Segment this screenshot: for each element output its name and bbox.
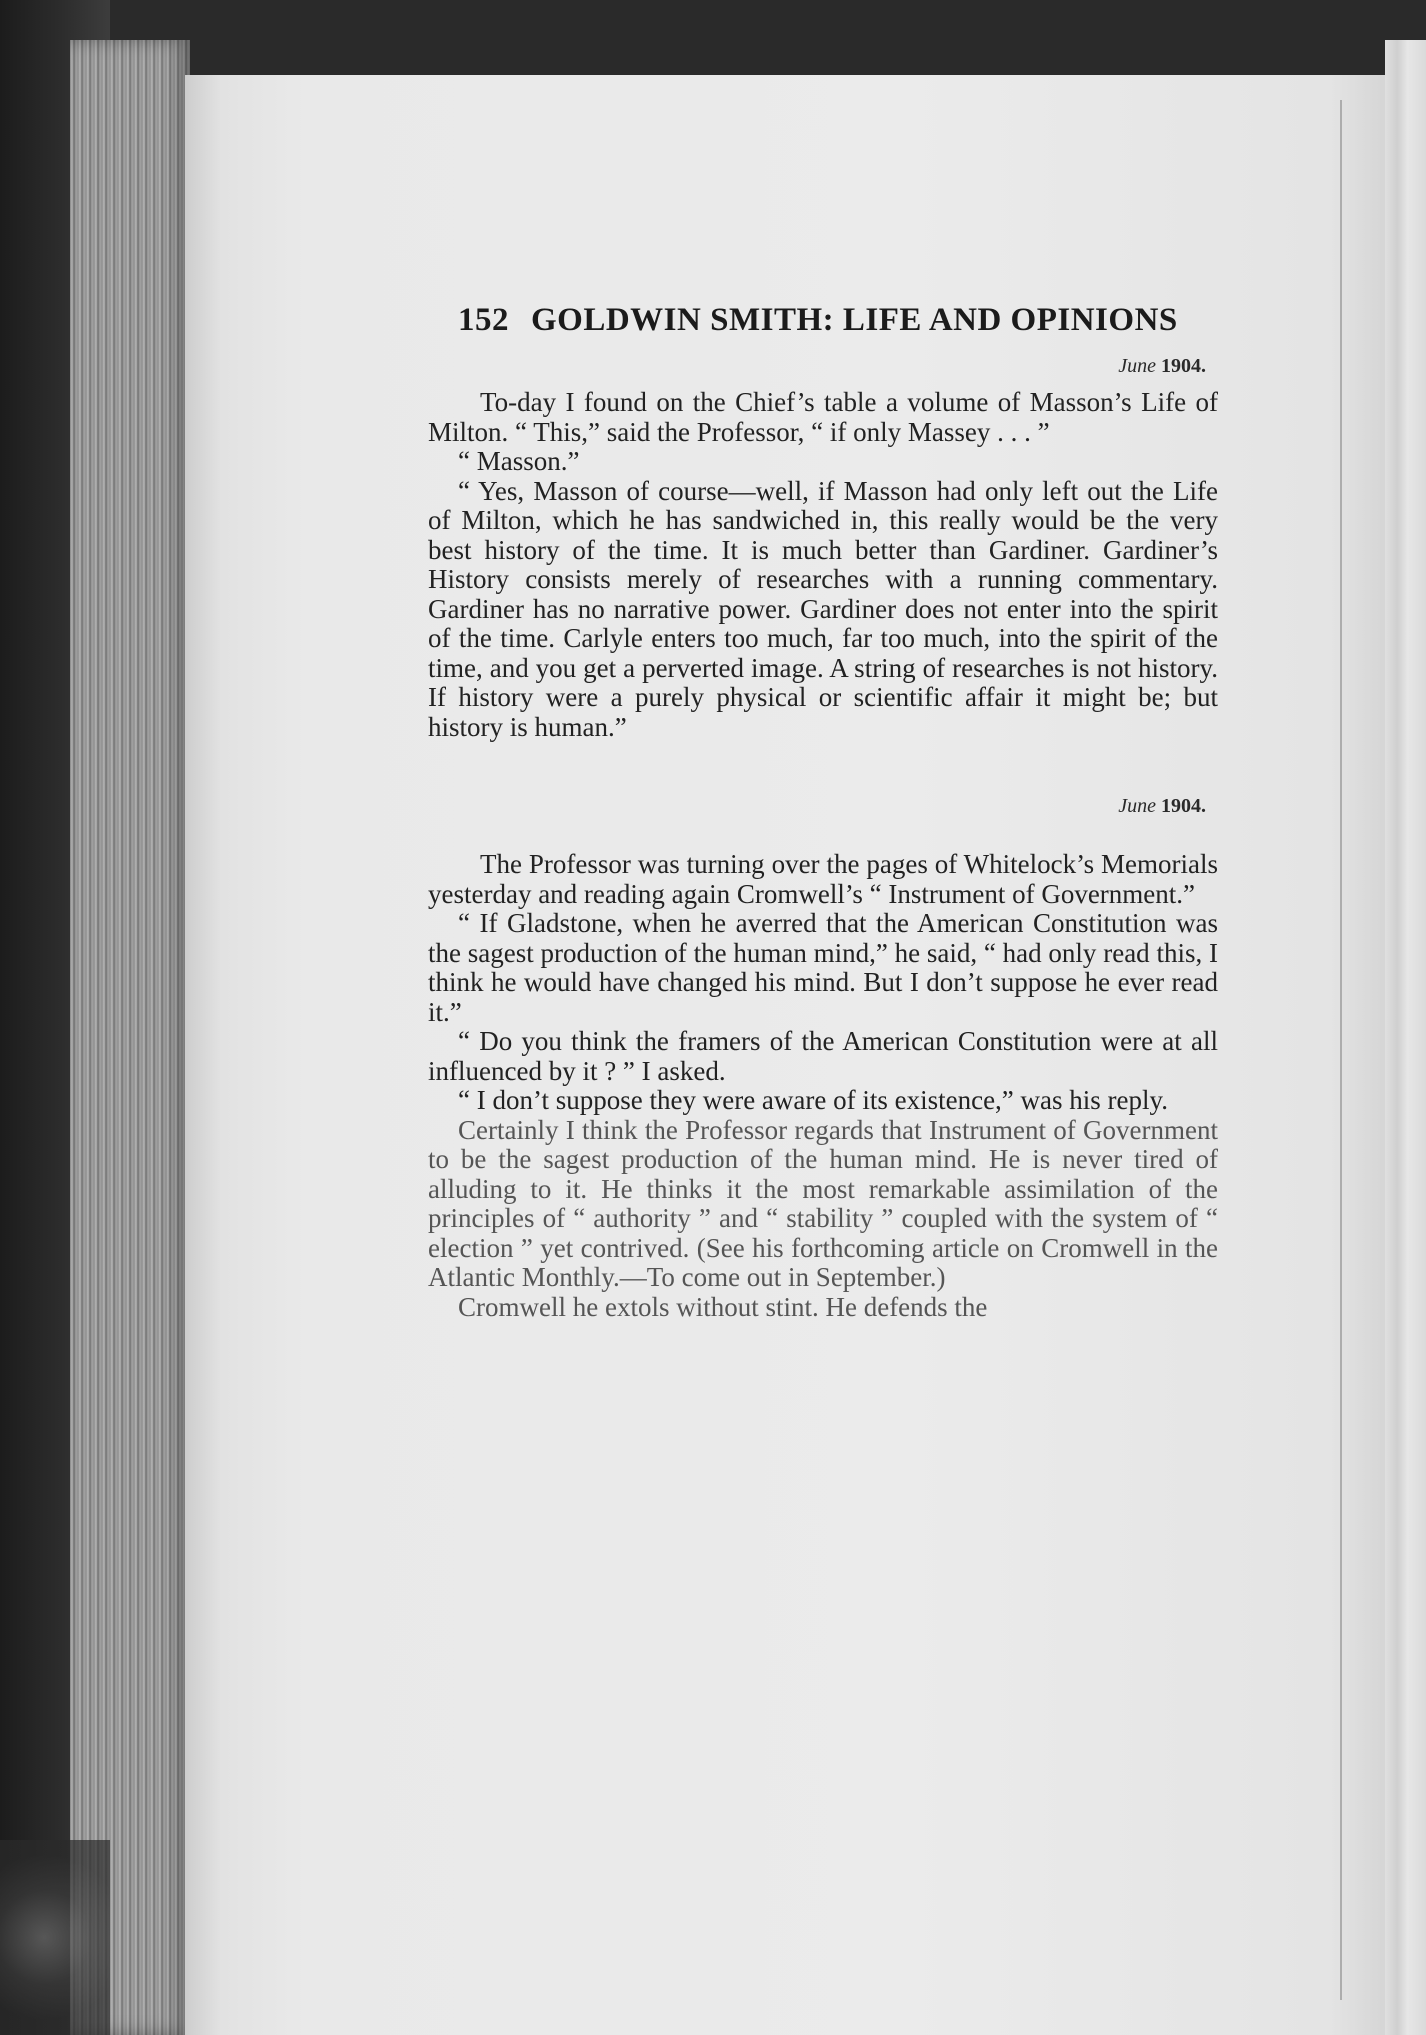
- paragraph: “ If Gladstone, when he averred that the American Constitution was the sagest production of the human mind,” he said, “ had only read this, I think he would have changed his mind. But I don’t suppose he ever read it.”: [428, 908, 1218, 1027]
- page-number: 152: [458, 302, 509, 338]
- section-gap: [428, 742, 1218, 792]
- facing-page-edge: [1385, 40, 1426, 2035]
- entry-date: [428, 352, 1206, 380]
- page-edges: [70, 40, 190, 2035]
- gutter-shadow-line: [1340, 100, 1342, 2000]
- entry-date-year: 1904.: [1161, 795, 1206, 817]
- page-text: [428, 300, 1218, 1322]
- running-header: [458, 300, 1238, 340]
- entry-date-year: 1904.: [1161, 355, 1206, 377]
- entry-date-month: June: [1118, 355, 1156, 377]
- paragraph: Certainly I think the Professor regards that Instrument of Government to be the sagest production of the human mind. He is never tired of alluding to it. He thinks it the most remarkable assimilation of the principles of “ authority ” and “ stability ” coupled with the system of “ election ” yet contrived. (See his forthcoming article on Cromwell in the Atlantic Monthly.—To come out in September.): [428, 1114, 1218, 1292]
- entry-date-month: June: [1118, 795, 1156, 817]
- corner-scuff: [0, 1840, 110, 2035]
- paragraph: Cromwell he extols without stint. He defends the: [458, 1291, 988, 1322]
- running-title: GOLDWIN SMITH: LIFE AND OPINIONS: [531, 302, 1178, 338]
- paragraph: “ Yes, Masson of course—well, if Masson had only left out the Life of Milton, which he has sandwiched in, this really would be the very best history of the time. It is much better than Gardiner. Gardiner’s History consists merely of researches with a running commentary. Gardiner has no narrative power. Gardiner does not enter into the spirit of the time. Carlyle enters too much, far too much, into the spirit of the time, and you get a perverted image. A string of researches is not history. If history were a purely physical or scientific affair it might be; but history is human.”: [428, 475, 1218, 742]
- paragraph: To-day I found on the Chief’s table a volume of Masson’s Life of Milton. “ This,” said the Professor, “ if only Massey . . . ”: [428, 387, 1218, 447]
- paragraph: “ Do you think the framers of the American Constitution were at all influenced by it ? ” I asked.: [428, 1026, 1218, 1086]
- paragraph: The Professor was turning over the pages of Whitelock’s Memorials yesterday and reading again Cromwell’s “ Instrument of Government.”: [428, 849, 1218, 909]
- paragraph: “ Masson.”: [458, 446, 580, 476]
- paragraph: “ I don’t suppose they were aware of its existence,” was his reply.: [458, 1085, 1169, 1115]
- entry-date: [428, 792, 1206, 820]
